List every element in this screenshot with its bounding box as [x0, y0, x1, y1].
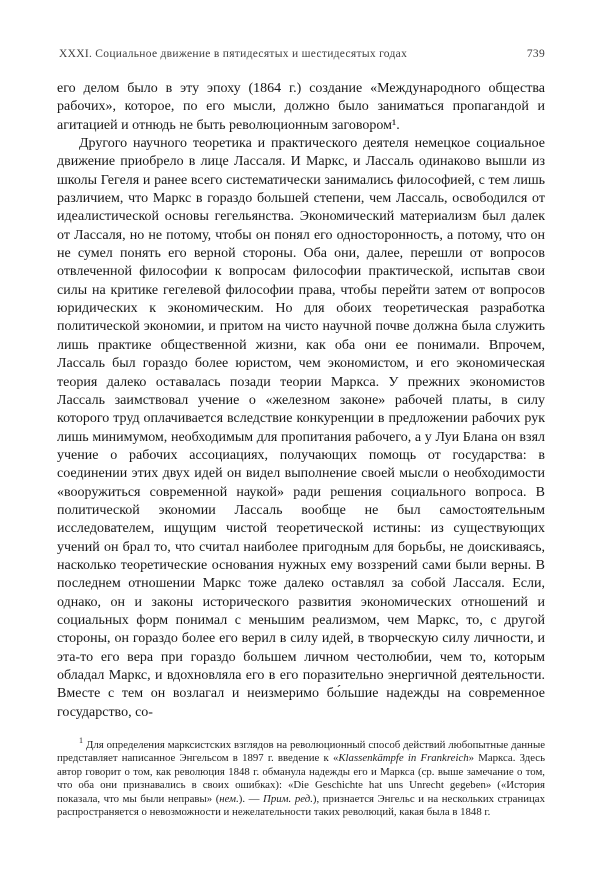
paragraph: Другого научного теоретика и практического деятеля немецкое социальное движение приобрело в лице Лассаля. И Маркс, и Лассаль одинаково вышли из школы Гегеля и ранее всего систематически занимались философией, с тем лишь различием, что Маркс в гораздо большей степени, чем Лассаль, освободился от идеалистической основы гегельянства. Экономический материализм был далек от Лассаля, но не потому, чтобы он понял его односторонность, а потому, что он не сумел понять его верной стороны. Оба они, далее, перешли от вопросов отвлеченной философии к вопросам философии практической, испытав свои силы на критике гегелевой философии права, чтобы перейти затем от вопросов юридических к экономическим. Но для обоих теоретическая разработка политической экономии, и притом на чисто научной почве должна была служить лишь практике общественной жизни, как оба они ее понимали. Впрочем, Лассаль был гораздо более юристом, чем экономистом, и его экономическая теория далеко оставалась позади теории Маркса. У прежних экономистов Лассаль заимствовал учение о «железном законе» рабочей платы, в силу которого труд оплачивается вследствие конкуренции в предложении рабочих рук лишь минимумом, необходимым для пропитания рабочего, а у Луи Блана он взял учение о рабочих ассоциациях, получающих помощь от государства: в соединении этих двух идей он видел выполнение своей мысли о необходимости «вооружиться современной наукой» ради решения социального вопроса. В политической экономии Лассаль вообще не был самостоятельным исследователем, ищущим чистой теоретической истины: из существующих учений он брал то, что считал наиболее пригодным для борьбы, не доискиваясь, насколько теоретические основания нужных ему воззрений сами были верны. В последнем отношении Маркс тоже далеко оставлял за собой Лассаля. Если, однако, он и законы исторического развития экономических отношений и социальных форм понимал с меньшим реализмом, чем Маркс, то, с другой стороны, он гораздо более его верил в силу идей, в творческую силу личности, и эта-то его вера при гораздо большем личном честолюбии, чем то, которым обладал Маркс, и вдохновляла его в его поразительно энергичной деятельности. Вместе с тем он возлагал и неизмеримо бо́льшие надежды на современное государство, со- [57, 136, 545, 720]
page-number: 739 [526, 48, 545, 60]
footnote-italic-run: Klassenkämpfe in Frankreich [338, 752, 469, 765]
footnote-run: » Маркса. Здесь автор говорит о том, как революция 1848 г. обманула надежды его и Маркса (ср. выше замечание о том, что оба они признавались в своих ошибках): «Die Geschichte hat uns Unrecht gegeben» («История показала, что мы были неправы» ( [57, 752, 545, 805]
page-header [57, 48, 545, 60]
footnote-italic-run: нем. [219, 792, 239, 805]
footnote-italic-run: Прим. ред. [263, 792, 313, 805]
footnote-run: ), признается Энгельс и на нескольких страницах распространяется о невозможности и нежелательности таких революций, какая была в 1848 г. [57, 792, 546, 819]
chapter-title: XXXI. Социальное движение в пятидесятых и шестидесятых годах [59, 48, 408, 60]
footnote-block [57, 736, 546, 819]
footnote-marker: 1 [79, 736, 83, 746]
footnote-run: ). — [238, 792, 264, 805]
paragraph: его делом было в эту эпоху (1864 г.) создание «Международного общества рабочих», которое, по его мысли, должно было заниматься пропагандой и агитацией и отнюдь не быть революционным заговором¹. [57, 81, 545, 133]
main-text [57, 80, 545, 722]
footnote-text [57, 739, 545, 818]
footnote-run: Для определения марксистских взглядов на революционный способ действий любопытные данные представляет написанное Энгельсом в 1897 г. введение к « [57, 739, 545, 765]
footnote-paragraph [57, 736, 546, 819]
